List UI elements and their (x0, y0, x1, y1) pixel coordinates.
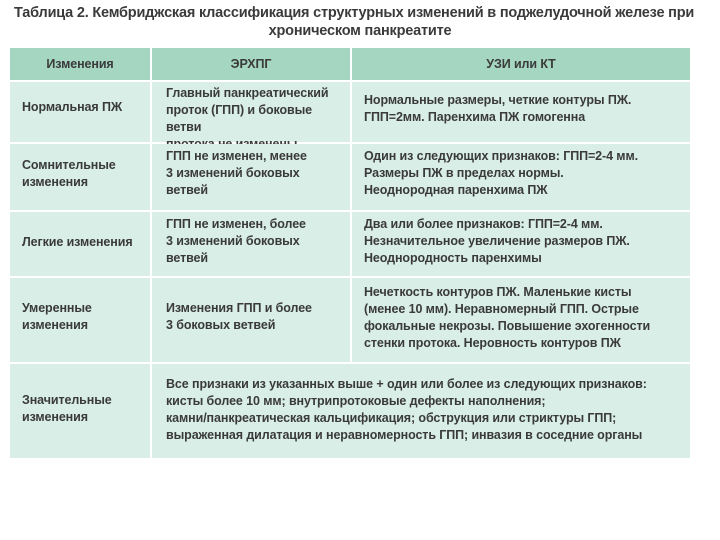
row-doubtful-change-text: Сомнительные изменения (22, 158, 116, 189)
row-moderate-ercp-text: Изменения ГПП и более 3 боковых ветвей (166, 301, 312, 332)
row-significant-change-text: Значительные изменения (22, 393, 112, 424)
header-us-ct (352, 48, 690, 80)
row-moderate-us-ct (352, 278, 690, 362)
row-mild-change-text: Легкие изменения (22, 235, 133, 249)
row-mild-us-ct-text: Два или более признаков: ГПП=2-4 мм. Незначительное увеличение размеров ПЖ. Неоднородность паренхимы (364, 217, 630, 265)
row-mild-ercp (152, 212, 350, 276)
header-changes (10, 48, 150, 80)
row-mild-us-ct (352, 212, 690, 276)
row-moderate-change (10, 278, 150, 362)
row-doubtful-ercp (152, 144, 350, 210)
row-doubtful-ercp-text: ГПП не изменен, менее 3 изменений боковых ветвей (166, 149, 307, 197)
row-normal-ercp-text: Главный панкреатический проток (ГПП) и боковые ветви (166, 86, 329, 134)
row-significant-combined-text: Все признаки из указанных выше + один или более из следующих признаков: кисты более 10 мм; внутрипротоковые дефекты наполнения; камни/панкреатическая кальцификация; обструкция или стриктуры ГПП; выраженная дилатация и неравномерность ГПП; инвазия в соседние органы (166, 377, 647, 442)
row-normal-us-ct-text: Нормальные размеры, четкие контуры ПЖ. ГПП=2мм. Паренхима ПЖ гомогенна (364, 93, 632, 124)
header-ercp-label: ЭРХПГ (230, 57, 272, 71)
row-moderate-us-ct-text: Нечеткость контуров ПЖ. Маленькие кисты (менее 10 мм). Неравномерный ГПП. Острые фокальные некрозы. Повышение эхогенности стенки протока. Неровность контуров ПЖ (364, 285, 651, 350)
table-title-line1: Таблица 2. Кембриджская классификация структурных изменений в поджелудочной железе при (14, 5, 695, 21)
row-moderate-ercp (152, 278, 350, 362)
table-title (10, 4, 710, 40)
row-normal-ercp (152, 82, 350, 142)
row-normal-us-ct (352, 82, 690, 142)
header-us-ct-label: УЗИ или КТ (486, 57, 556, 71)
row-significant-change (10, 364, 150, 458)
row-normal-change (10, 82, 150, 142)
row-mild-change (10, 212, 150, 276)
header-ercp (152, 48, 350, 80)
row-doubtful-us-ct (352, 144, 690, 210)
row-moderate-change-text: Умеренные изменения (22, 301, 92, 332)
row-doubtful-us-ct-text: Один из следующих признаков: ГПП=2-4 мм. Размеры ПЖ в пределах нормы. Неоднородная паренхима ПЖ (364, 149, 638, 197)
row-significant-combined (152, 364, 690, 458)
header-changes-label: Изменения (46, 57, 114, 71)
classification-table (8, 46, 692, 460)
table-title-line2: хроническом панкреатите (268, 23, 452, 39)
row-doubtful-change (10, 144, 150, 210)
row-mild-ercp-text: ГПП не изменен, более 3 изменений боковых ветвей (166, 217, 306, 265)
row-normal-change-text: Нормальная ПЖ (22, 100, 123, 114)
